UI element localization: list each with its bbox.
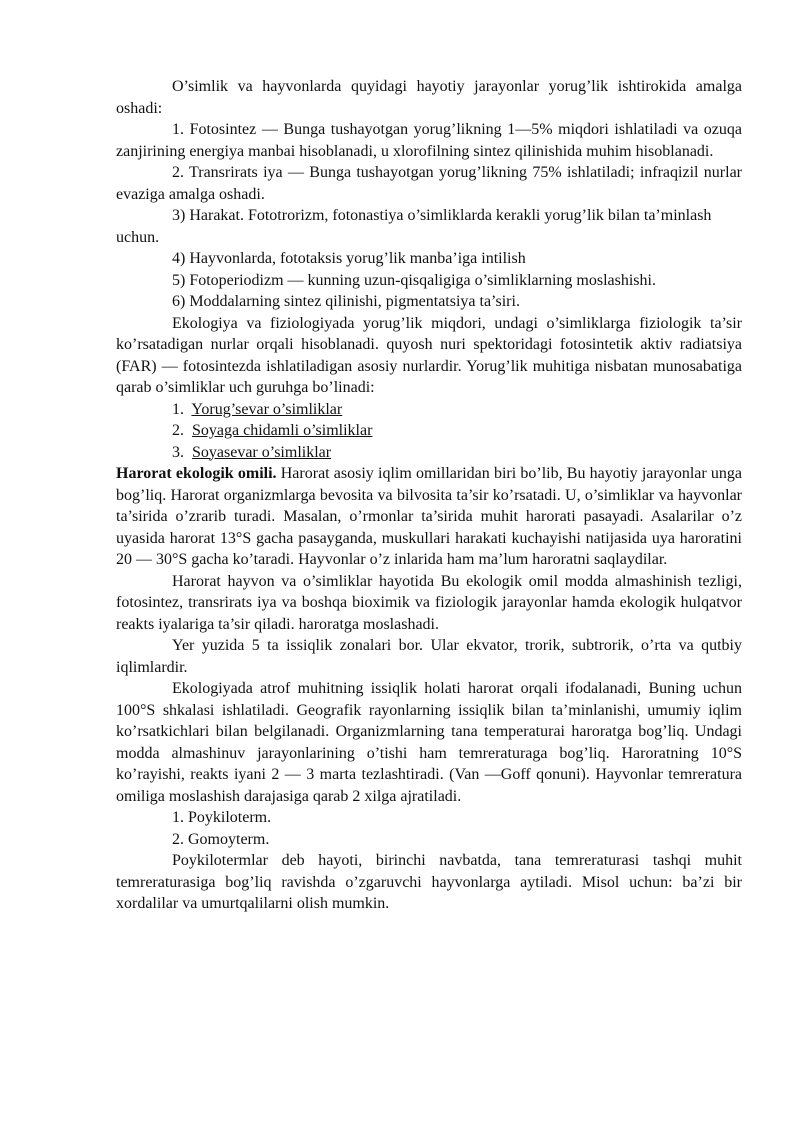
- measure-paragraph: Ekologiyada atrof muhitning issiqlik holati harorat orqali ifodalanadi, Buning uchun 100°S shkalasi ishlatiladi. Geografik rayonlarning issiqlik bilan ta’minlanishi, umumiy iqlim ko’rsatkichlari bilan belgilanadi. Organizmlarning tana temperaturai haroratga bog’liq. Undagi modda almashinuv jarayonlarining o’tishi ham temreraturaga bog’liq. Haroratning 10°S ko’rayishi, reakts iyani 2 — 3 marta tezlashtiradi. (Van —Goff qonuni). Hayvonlar temreratura omiliga moslashish darajasiga qarab 2 xilga ajratiladi.: [116, 680, 742, 805]
- process-item-transpiration: 2. Transrirats iya — Bunga tushayotgan yorug’likning 75% ishlatiladi; infraqizil nurlar evaziga amalga oshadi.: [116, 164, 742, 203]
- temperature-text: Harorat asosiy iqlim omillaridan biri bo’lib, Bu hayotiy jarayonlar unga bog’liq. Harorat organizmlarga bevosita va bilvosita ta’sir ko’rsatadi. U, o’simliklar va hayvonlar ta’sirida o’zrarib turadi. Masalan, o’rmonlar ta’sirida muhit harorati pasayadi. Asalarilar o’z uyasida harorat 13°S gacha pasayganda, muskullari harakati kuchayishi natijasida uya haroratini 20 — 30°S gacha ko’taradi. Hayvonlar o’z inlarida ham ma’lum haroratni saqlaydilar.: [116, 465, 743, 568]
- temperature-paragraph: [116, 463, 742, 571]
- plant-group-item: [116, 442, 742, 464]
- poikilotherm-paragraph: Poykilotermlar deb hayoti, birinchi navbatda, tana temreraturasi tashqi muhit temreraturasiga bog’liq ravishda o’zgaruvchi hayvonlarga aytiladi. Misol uchun: ba’zi bir xordalilar va umurtqalilarni olish mumkin.: [116, 852, 742, 912]
- process-item-phototaxis: 4) Hayvonlarda, fototaksis yorug’lik manba’iga intilish: [172, 250, 526, 267]
- process-item-photosynthesis: 1. Fotosintez — Bunga tushayotgan yorug’likning 1—5% miqdori ishlatiladi va ozuqa zanjirining energiya manbai hisoblanadi, u xlorofilning sintez qilinishida muhim hisoblanadi.: [116, 121, 742, 160]
- zones-paragraph: Yer yuzida 5 ta issiqlik zonalari bor. Ular ekvator, trorik, subtrorik, o’rta va qutbiy iqlimlardir.: [116, 637, 742, 676]
- bioecology-paragraph: Harorat hayvon va o’simliklar hayotida Bu ekologik omil modda almashinish tezligi, fotosintez, transrirats iya va boshqa bioximik va fiziologik jarayonlar hamda ekologik hulqatvor reakts iyalariga ta’sir qiladi. haroratga moslashadi.: [116, 572, 742, 633]
- process-item-movement: 3) Harakat. Fototrorizm, fotonastiya o’simliklarda kerakli yorug’lik bilan ta’minlash uchun.: [116, 207, 712, 246]
- plant-group-link[interactable]: Yorug’sevar o’simliklar: [191, 400, 343, 418]
- animal-type-homeotherm: 2. Gomoyterm.: [172, 830, 270, 848]
- intro-paragraph: O’simlik va hayvonlarda quyidagi hayotiy jarayonlar yorug’lik ishtirokida amalga oshadi:: [116, 78, 742, 117]
- process-item-photoperiodism: 5) Fotoperiodizm — kunning uzun-qisqaligiga o’simliklarning moslashishi.: [172, 271, 656, 289]
- plant-group-number: 2.: [172, 422, 184, 439]
- plant-group-number: 3.: [172, 443, 184, 461]
- plant-group-link[interactable]: Soyasevar o’simliklar: [192, 443, 332, 461]
- ecology-light-paragraph: Ekologiya va fiziologiyada yorug’lik miqdori, undagi o’simliklarga fiziologik ta’sir ko’rsatadigan nurlar orqali hisoblanadi. quyosh nuri spektoridagi fotosintetik aktiv radiatsiya (FAR) — fotosintezda ishlatiladigan asosiy nurlardir. Yorug’lik muhitiga nisbatan munosabatiga qarab o’simliklar uch guruhga bo’linadi:: [116, 314, 742, 396]
- document-page: [116, 76, 742, 915]
- plant-group-number: 1.: [172, 400, 184, 418]
- plant-group-link[interactable]: Soyaga chidamli o’simliklar: [192, 422, 373, 439]
- section-heading: Harorat ekologik omili.: [116, 465, 277, 482]
- plant-group-item: [116, 420, 742, 442]
- process-item-synthesis: 6) Moddalarning sintez qilinishi, pigmentatsiya ta’siri.: [172, 293, 520, 310]
- plant-group-item: [116, 399, 742, 421]
- animal-type-poikilotherm: 1. Poykiloterm.: [172, 809, 272, 826]
